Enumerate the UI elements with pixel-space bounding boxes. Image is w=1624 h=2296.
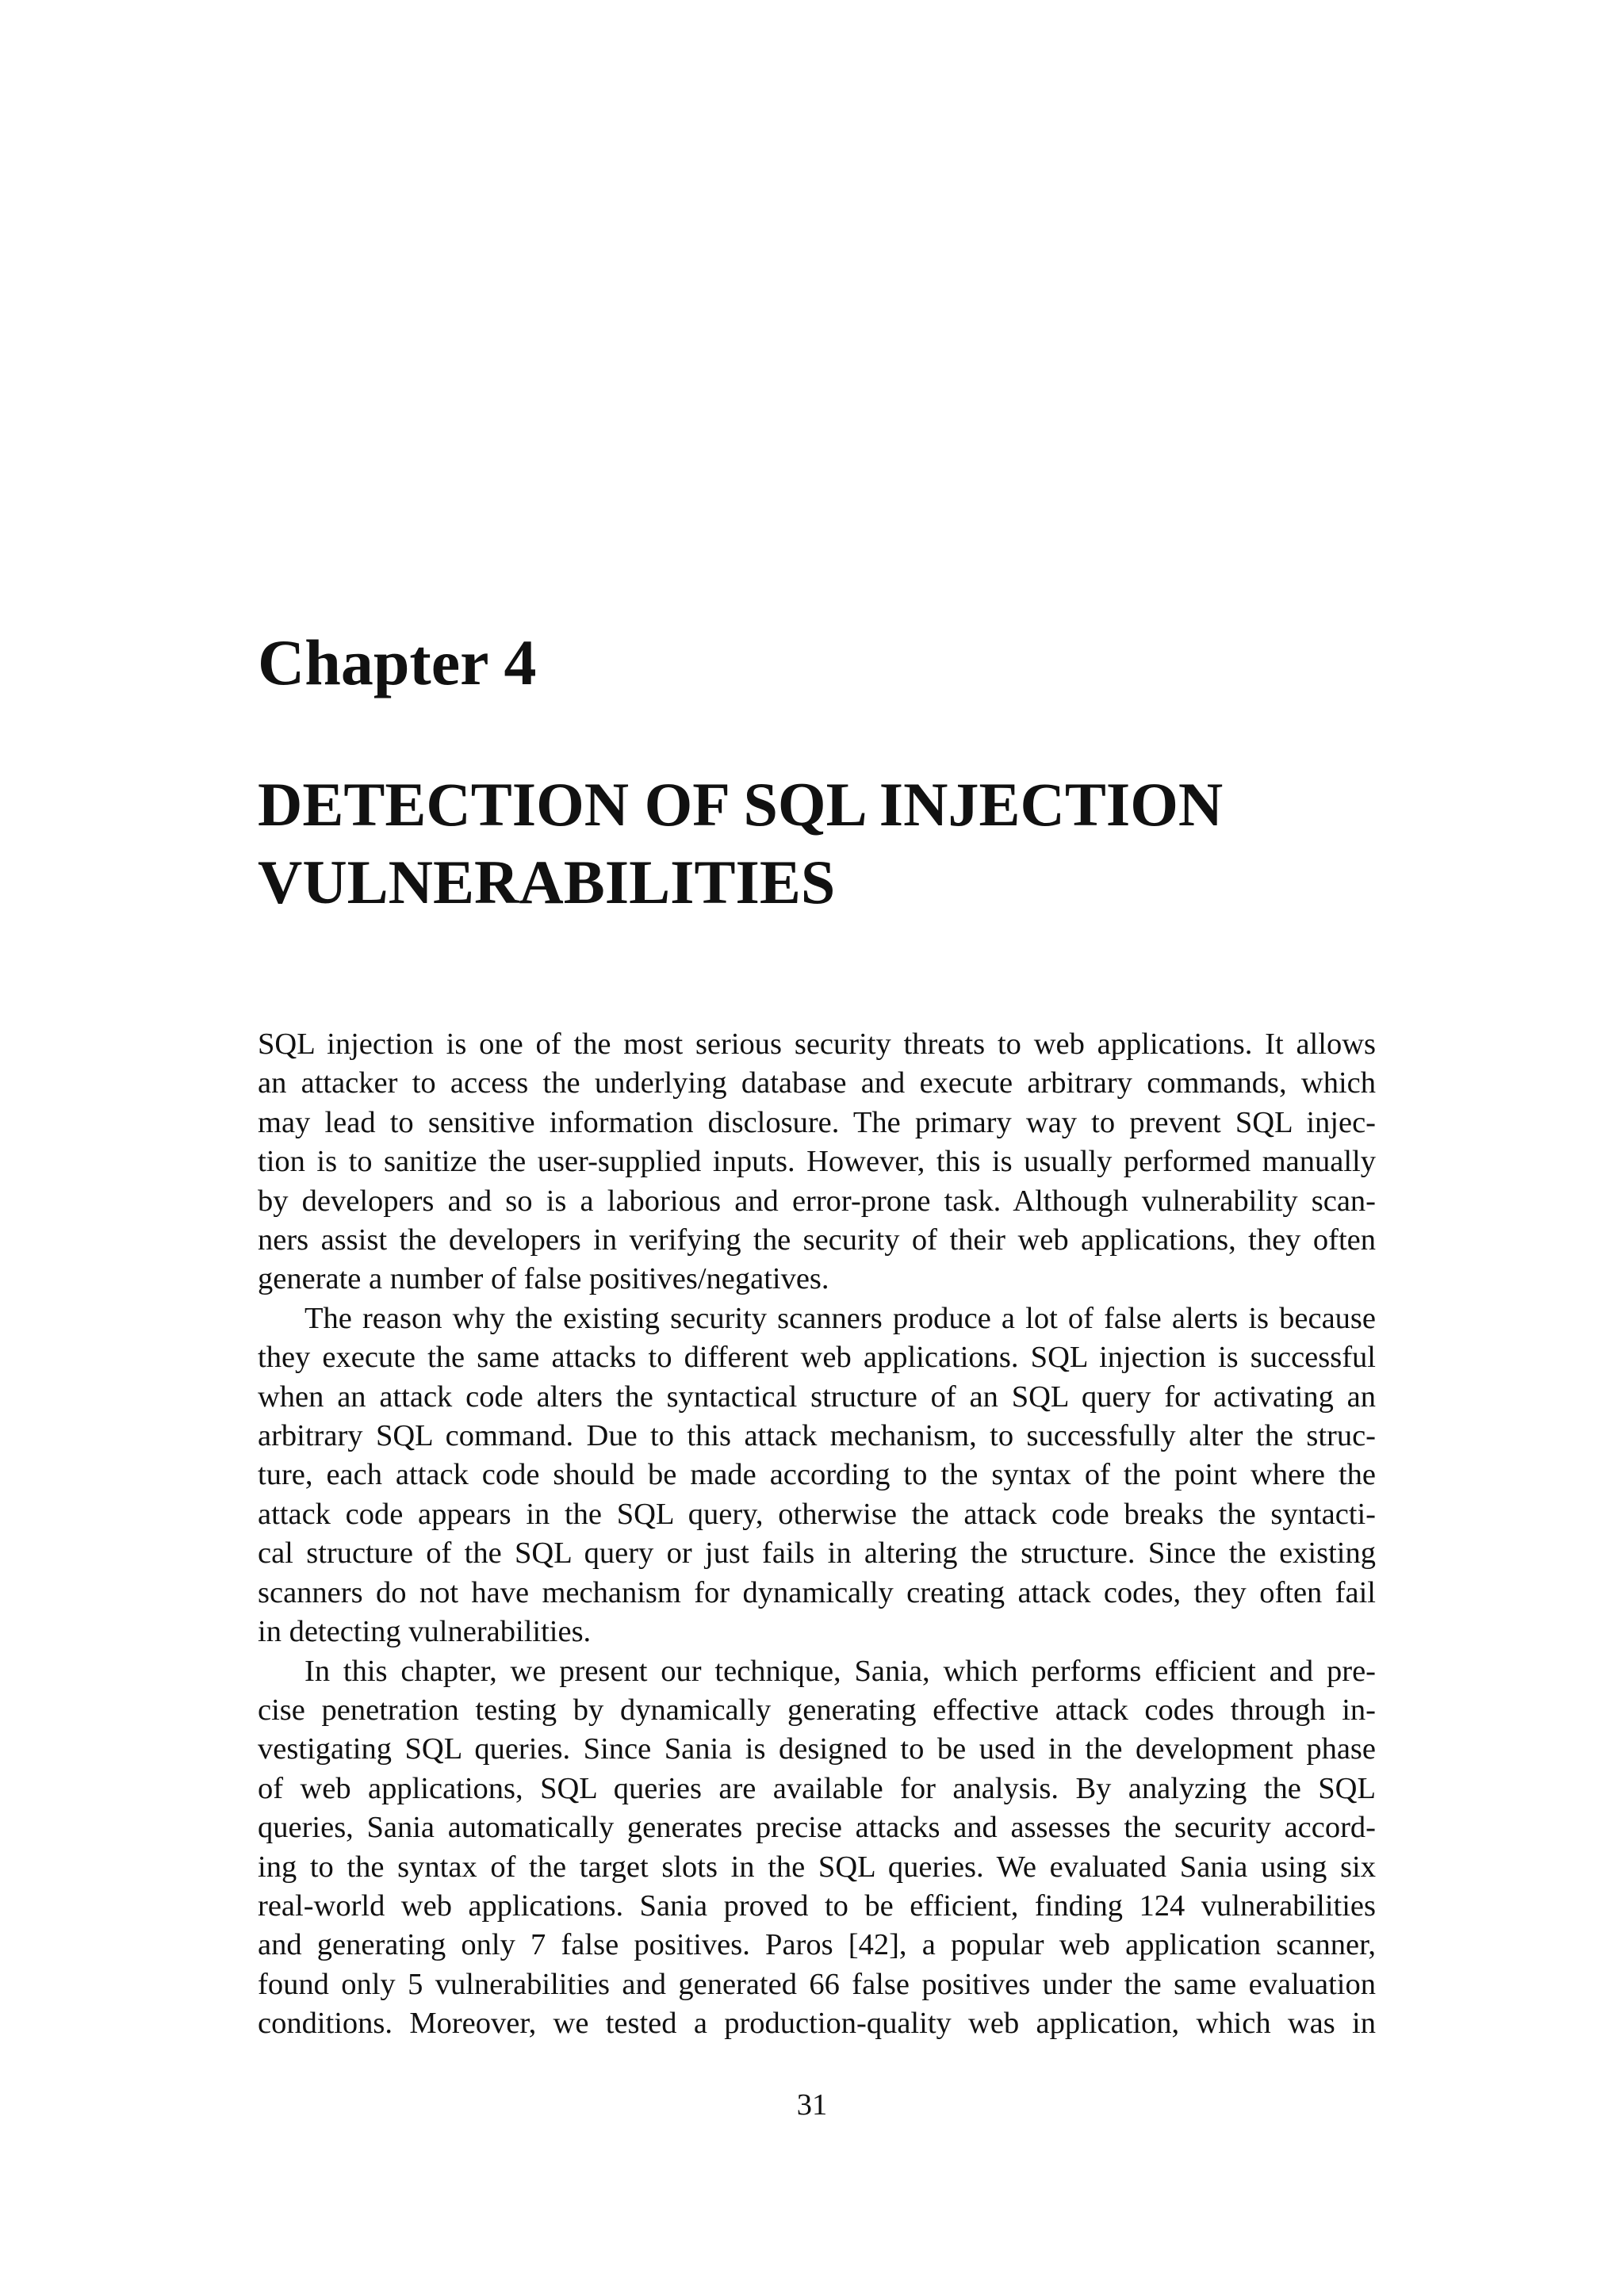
text-line: may lead to sensitive information disclosure. The primary way to prevent SQL injec- — [258, 1105, 1376, 1139]
text-line: In this chapter, we present our technique, Sania, which performs efficient and pre- — [304, 1654, 1376, 1688]
text-line: The reason why the existing security scanners produce a lot of false alerts is because — [304, 1301, 1376, 1335]
text-line: cise penetration testing by dynamically generating effective attack codes through in- — [258, 1693, 1376, 1727]
text-line: SQL injection is one of the most serious security threats to web applications. It allows — [258, 1027, 1376, 1061]
text-line: tion is to sanitize the user-supplied inputs. However, this is usually performed manually — [258, 1145, 1376, 1179]
text-line: an attacker to access the underlying database and execute arbitrary commands, which — [258, 1066, 1376, 1100]
text-line: ing to the syntax of the target slots in the SQL queries. We evaluated Sania using six — [258, 1850, 1376, 1884]
text-line: and generating only 7 false positives. Paros [42], a popular web application scanner, — [258, 1928, 1376, 1962]
paragraph-1 — [258, 1025, 1376, 1299]
body-text — [258, 1025, 1376, 2044]
text-line: by developers and so is a laborious and error-prone task. Although vulnerability scan- — [258, 1184, 1376, 1218]
chapter-title-line: VULNERABILITIES — [258, 848, 836, 916]
text-line: cal structure of the SQL query or just fails in altering the structure. Since the existing — [258, 1536, 1376, 1571]
text-line: they execute the same attacks to different web applications. SQL injection is successful — [258, 1341, 1376, 1375]
chapter-title-line: DETECTION OF SQL INJECTION — [258, 770, 1224, 839]
paragraph-2 — [258, 1299, 1376, 1652]
text-line: scanners do not have mechanism for dynamically creating attack codes, they often fail — [258, 1575, 1376, 1609]
text-line: real-world web applications. Sania proved to be efficient, finding 124 vulnerabilities — [258, 1888, 1376, 1923]
text-line: conditions. Moreover, we tested a production-quality web application, which was in — [258, 2007, 1376, 2041]
paragraph-3 — [258, 1652, 1376, 2044]
text-line: generate a number of false positives/negatives. — [258, 1262, 829, 1296]
text-line: of web applications, SQL queries are available for analysis. By analyzing the SQL — [258, 1771, 1376, 1805]
page-number: 31 — [796, 2088, 828, 2122]
text-line: arbitrary SQL command. Due to this attack mechanism, to successfully alter the struc- — [258, 1419, 1376, 1453]
text-line: vestigating SQL queries. Since Sania is designed to be used in the development phase — [258, 1732, 1376, 1766]
chapter-title — [258, 766, 1447, 921]
text-line: ture, each attack code should be made according to the syntax of the point where the — [258, 1458, 1376, 1492]
chapter-label: Chapter 4 — [258, 626, 537, 698]
text-line: found only 5 vulnerabilities and generated 66 false positives under the same evaluation — [258, 1967, 1376, 2001]
text-line: when an attack code alters the syntactical structure of an SQL query for activating an — [258, 1380, 1376, 1414]
text-line: in detecting vulnerabilities. — [258, 1615, 592, 1649]
text-line: queries, Sania automatically generates precise attacks and assesses the security accord- — [258, 1811, 1376, 1845]
text-line: ners assist the developers in verifying the security of their web applications, they often — [258, 1223, 1376, 1257]
text-line: attack code appears in the SQL query, otherwise the attack code breaks the syntacti- — [258, 1497, 1376, 1531]
